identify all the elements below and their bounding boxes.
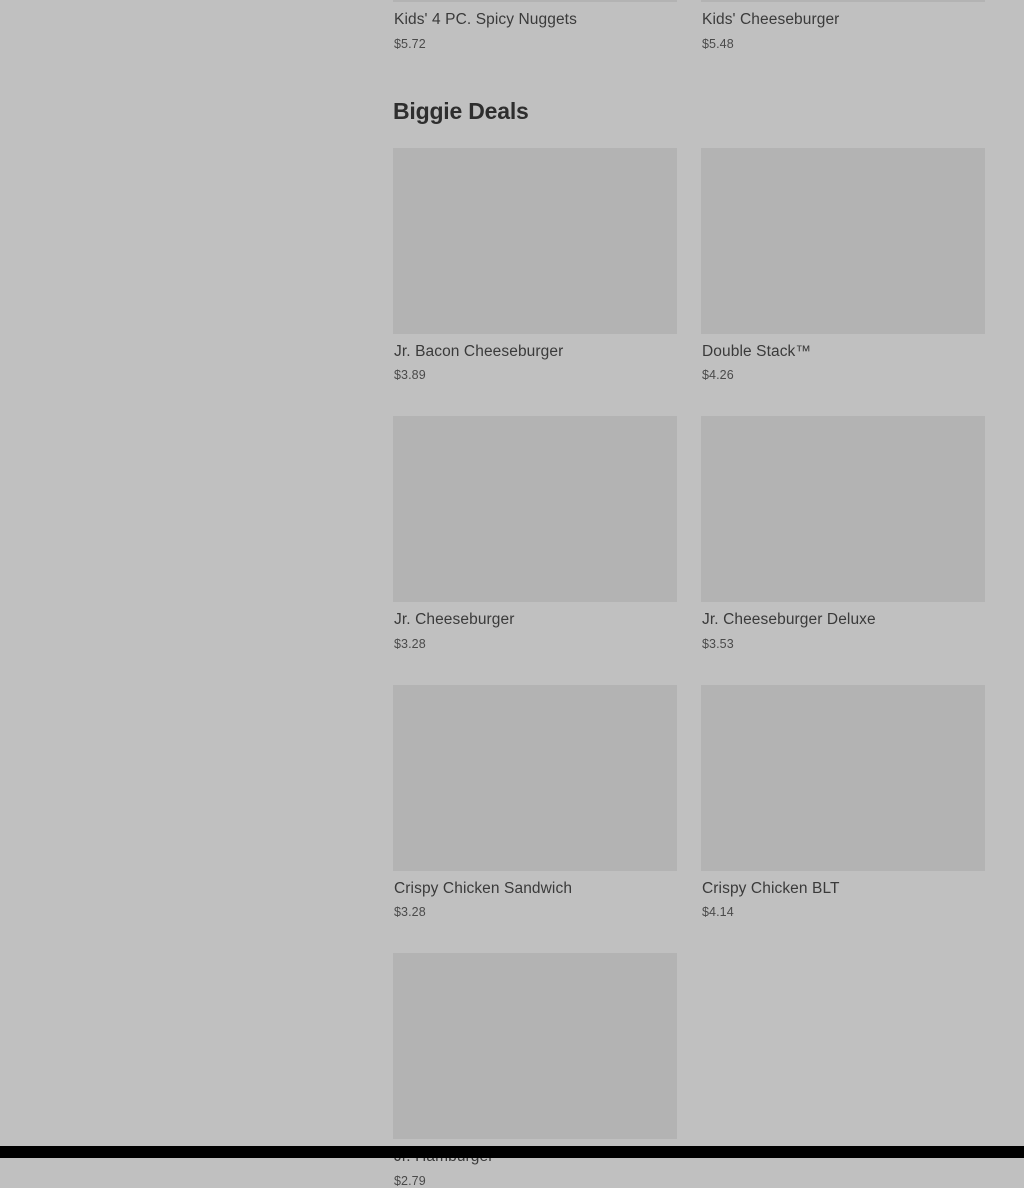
grid-row-spacer bbox=[701, 919, 985, 953]
menu-item-card[interactable] bbox=[393, 416, 677, 651]
bottom-bar bbox=[0, 1146, 1024, 1158]
menu-item-name: Kids' 4 PC. Spicy Nuggets bbox=[394, 11, 577, 28]
menu-item-card[interactable] bbox=[701, 416, 985, 651]
menu-item-image bbox=[701, 148, 985, 334]
section-biggie-deals-grid bbox=[393, 148, 985, 1188]
menu-item-name: Jr. Cheeseburger Deluxe bbox=[702, 611, 876, 629]
menu-item-price: $3.53 bbox=[702, 636, 734, 651]
menu-item-price: $2.79 bbox=[394, 1173, 426, 1188]
menu-item-image bbox=[393, 685, 677, 871]
menu-item-name: Jr. Cheeseburger bbox=[394, 611, 515, 629]
menu-item-price: $5.48 bbox=[702, 36, 734, 51]
menu-item-card[interactable] bbox=[701, 0, 985, 51]
menu-item-card[interactable] bbox=[701, 148, 985, 383]
menu-item-price: $3.89 bbox=[394, 368, 426, 383]
menu-item-image bbox=[393, 148, 677, 334]
grid-row-spacer bbox=[393, 919, 677, 953]
menu-item-image bbox=[701, 416, 985, 602]
menu-item-name: Kids' Cheeseburger bbox=[702, 11, 840, 28]
menu-item-image bbox=[701, 0, 985, 2]
menu-item-name: Crispy Chicken BLT bbox=[702, 879, 840, 897]
menu-item-name: Crispy Chicken Sandwich bbox=[394, 879, 573, 897]
menu-content bbox=[393, 0, 985, 1188]
menu-item-price: $5.72 bbox=[394, 36, 426, 51]
menu-item-card[interactable] bbox=[393, 148, 677, 383]
partial-item-grid bbox=[393, 0, 985, 51]
menu-item-image bbox=[701, 685, 985, 871]
menu-item-image bbox=[393, 416, 677, 602]
menu-item-price: $3.28 bbox=[394, 636, 426, 651]
menu-item-card[interactable] bbox=[701, 685, 985, 920]
section-biggie-deals-header bbox=[393, 98, 985, 125]
grid-row-spacer bbox=[701, 651, 985, 685]
menu-item-name: Double Stack™ bbox=[702, 342, 811, 360]
grid-row-spacer bbox=[393, 382, 677, 416]
menu-item-card[interactable] bbox=[393, 0, 677, 51]
menu-item-image bbox=[393, 0, 677, 2]
menu-item-card[interactable] bbox=[393, 685, 677, 920]
menu-item-image bbox=[393, 953, 677, 1139]
grid-row-spacer bbox=[393, 651, 677, 685]
menu-item-price: $4.26 bbox=[702, 368, 734, 383]
menu-item-price: $4.14 bbox=[702, 905, 734, 920]
section-title: Biggie Deals bbox=[393, 97, 529, 124]
menu-item-price: $3.28 bbox=[394, 905, 426, 920]
grid-row-spacer bbox=[701, 382, 985, 416]
menu-item-name: Jr. Bacon Cheeseburger bbox=[394, 342, 564, 360]
